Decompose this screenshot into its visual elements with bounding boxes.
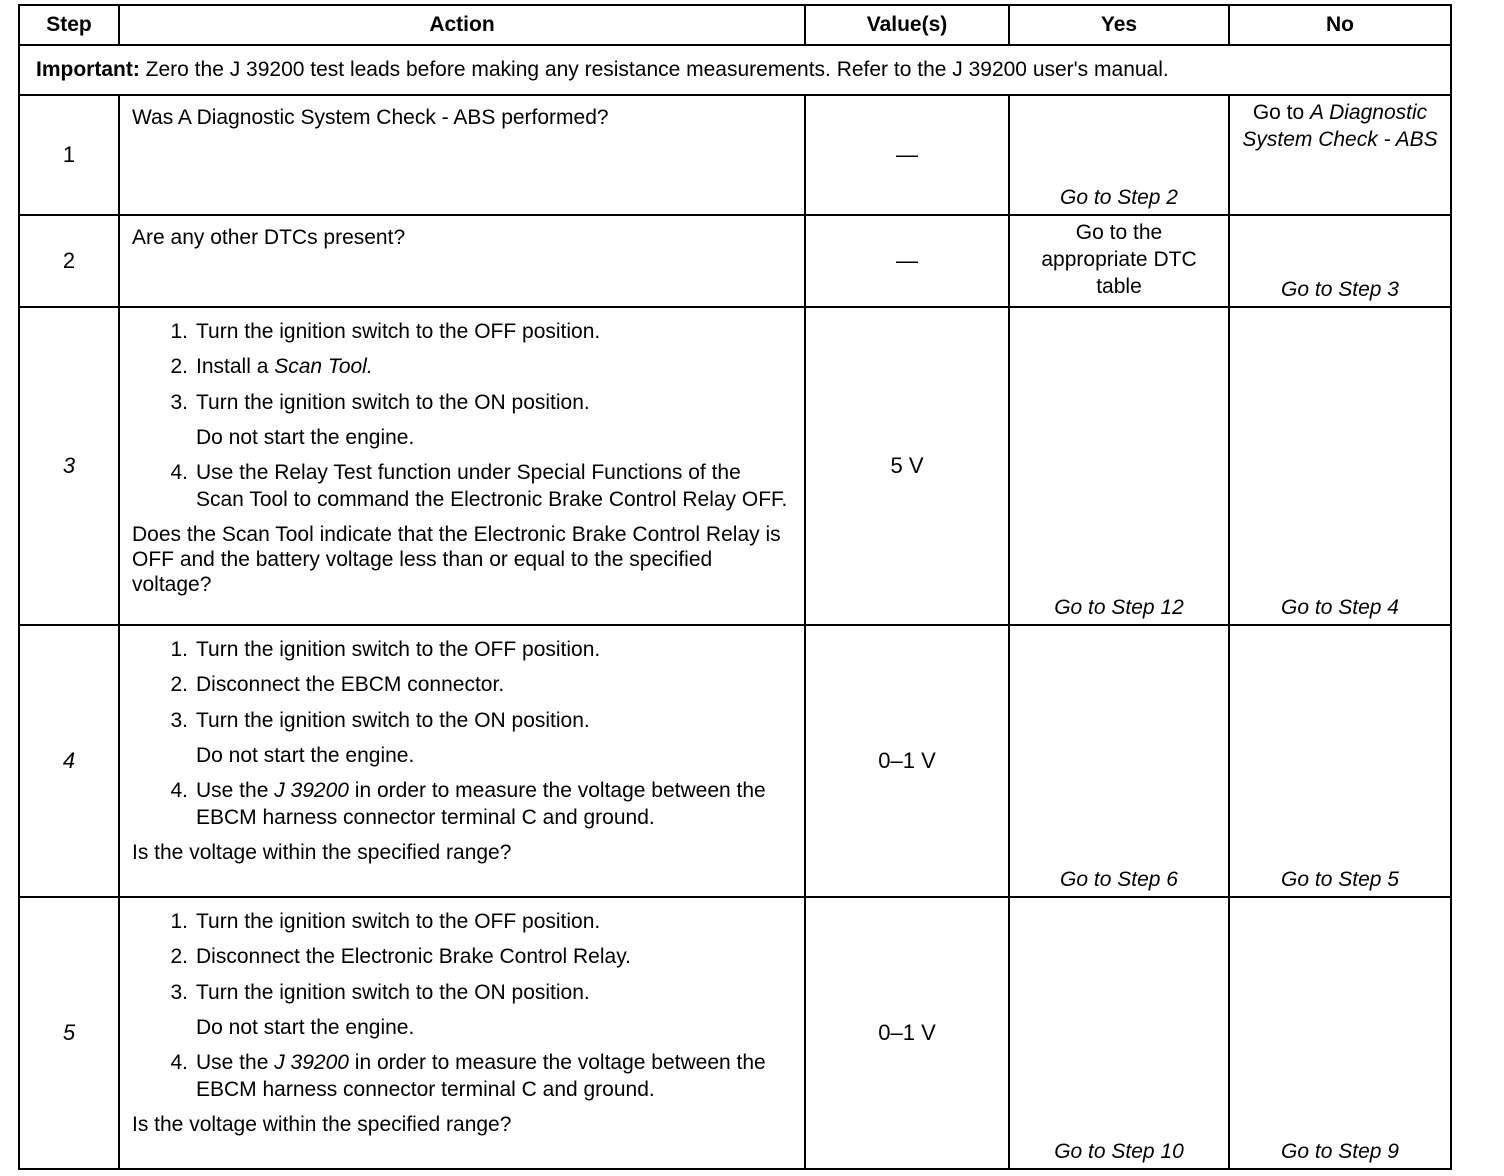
value-cell: 0–1 V [805, 897, 1009, 1169]
no-reference: A Diagnostic System Check - ABS [1242, 101, 1438, 151]
no-cell: Go to Step 9 [1229, 897, 1451, 1169]
action-note: Do not start the engine. [196, 1015, 415, 1039]
action-cell [119, 95, 805, 215]
list-item: 3. Turn the ignition switch to the ON position. Do not start the engine. [132, 389, 794, 452]
important-label: Important: [36, 58, 140, 81]
value-cell: 5 V [805, 307, 1009, 625]
table-row [19, 215, 1451, 307]
action-steps-list [132, 636, 794, 832]
list-item: 1. Turn the ignition switch to the OFF position. [170, 638, 601, 661]
header-action: Action [119, 5, 805, 45]
no-prefix: Go to [1252, 101, 1311, 124]
action-question: Was A Diagnostic System Check - ABS performed? [132, 106, 609, 129]
action-cell [119, 307, 805, 625]
important-row [19, 45, 1451, 95]
list-item: 4. Use the J 39200 in order to measure the voltage between the EBCM harness connector terminal C and ground. [170, 779, 766, 830]
no-cell: Go to Step 4 [1229, 307, 1451, 625]
action-cell [119, 215, 805, 307]
list-item: 4. Use the Relay Test function under Special Functions of the Scan Tool to command the Electronic Brake Control Relay OFF. [170, 461, 788, 512]
important-text: Zero the J 39200 test leads before making any resistance measurements. Refer to the J 39200 user's manual. [139, 58, 1169, 81]
value-cell: — [805, 215, 1009, 307]
step-number: 5 [19, 897, 119, 1169]
action-steps-list [132, 908, 794, 1104]
no-cell: Go to Step 3 [1229, 215, 1451, 307]
action-cell [119, 897, 805, 1169]
header-step: Step [19, 5, 119, 45]
list-item: 2. Disconnect the Electronic Brake Control Relay. [170, 945, 631, 969]
step-number: 2 [19, 215, 119, 307]
action-question: Does the Scan Tool indicate that the Electronic Brake Control Relay is OFF and the battery voltage less than or equal to the specified voltage? [132, 522, 781, 597]
list-item: 1. Turn the ignition switch to the OFF position. [170, 910, 601, 933]
diagnostic-table [18, 4, 1452, 1170]
action-question: Are any other DTCs present? [132, 226, 406, 249]
table-row [19, 625, 1451, 897]
list-item: 3. Turn the ignition switch to the ON position. Do not start the engine. [132, 707, 794, 770]
no-cell [1229, 95, 1451, 215]
action-note: Do not start the engine. [196, 425, 415, 449]
table-row [19, 95, 1451, 215]
list-item: 2. Disconnect the EBCM connector. [170, 673, 505, 697]
action-question: Is the voltage within the specified range? [132, 840, 512, 864]
step-number: 1 [19, 95, 119, 215]
action-question: Is the voltage within the specified range? [132, 1112, 512, 1136]
header-values: Value(s) [805, 5, 1009, 45]
table-row [19, 897, 1451, 1169]
diagnostic-table-wrapper [18, 4, 1450, 1170]
action-steps-list [132, 318, 794, 514]
yes-cell: Go to Step 12 [1009, 307, 1229, 625]
step-number: 4 [19, 625, 119, 897]
action-cell [119, 625, 805, 897]
header-row [19, 5, 1451, 45]
step-number: 3 [19, 307, 119, 625]
important-note [19, 45, 1451, 95]
no-cell: Go to Step 5 [1229, 625, 1451, 897]
list-item: 4. Use the J 39200 in order to measure the voltage between the EBCM harness connector terminal C and ground. [170, 1051, 766, 1102]
table-row [19, 307, 1451, 625]
value-cell: 0–1 V [805, 625, 1009, 897]
yes-cell: Go to Step 10 [1009, 897, 1229, 1169]
list-item: 1. Turn the ignition switch to the OFF position. [170, 320, 601, 343]
header-yes: Yes [1009, 5, 1229, 45]
action-note: Do not start the engine. [196, 743, 415, 767]
yes-cell: Go to Step 2 [1009, 95, 1229, 215]
yes-cell: Go to Step 6 [1009, 625, 1229, 897]
list-item: 2. Install a Scan Tool. [170, 355, 373, 379]
header-no: No [1229, 5, 1451, 45]
value-cell: — [805, 95, 1009, 215]
list-item: 3. Turn the ignition switch to the ON position. Do not start the engine. [132, 979, 794, 1042]
yes-cell: Go to the appropriate DTC table [1009, 215, 1229, 307]
